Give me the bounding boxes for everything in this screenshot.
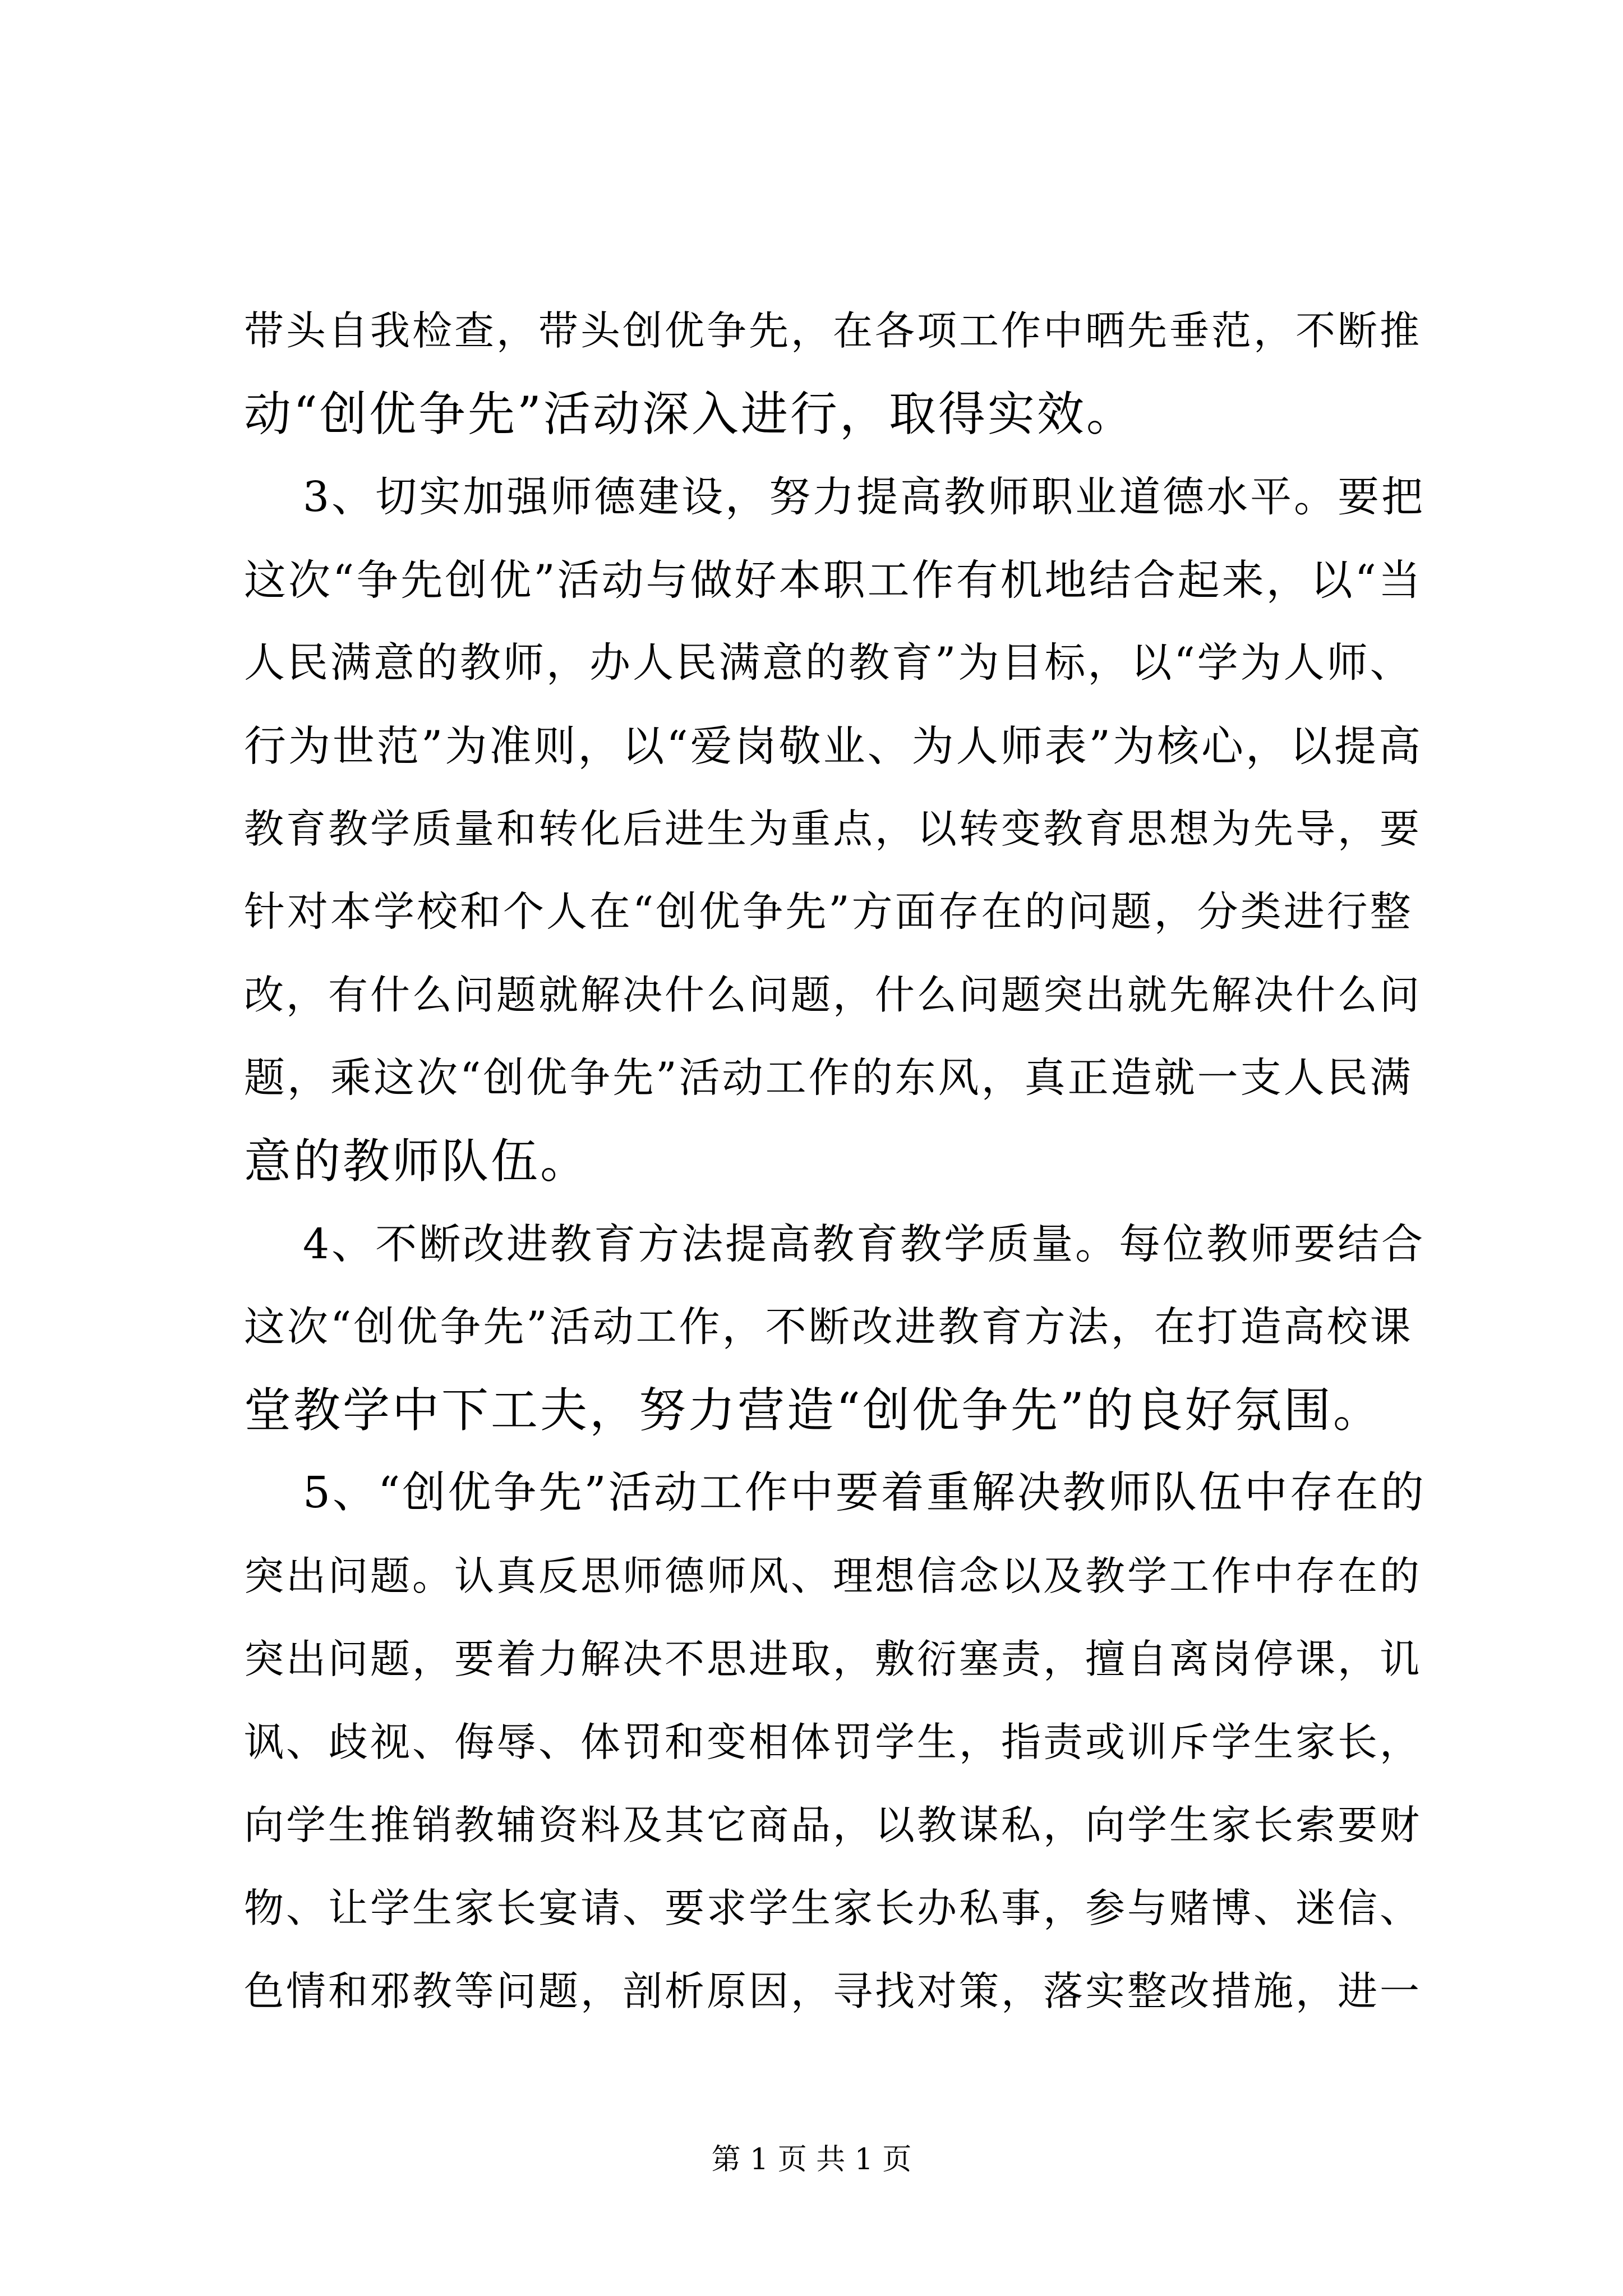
text-line: 动“创优争先”活动深入进行，取得实效。 — [244, 386, 1136, 441]
text-line: 物、让学生家长宴请、要求学生家长办私事，参与赌博、迷信、 — [244, 1885, 1422, 1931]
text-line: 向学生推销教辅资料及其它商品，以教谋私，向学生家长索要财 — [244, 1802, 1422, 1848]
text-line: 针对本学校和个人在“创优争先”方面存在的问题，分类进行整 — [244, 888, 1413, 936]
paragraph-start-line: 5、“创优争先”活动工作中要着重解决教师队伍中存在的 — [303, 1468, 1426, 1518]
paragraph-start-line: 3、切实加强师德建设，努力提高教师职业道德水平。要把 — [303, 473, 1426, 521]
text-line: 人民满意的教师，办人民满意的教育”为目标，以“学为人师、 — [244, 639, 1413, 687]
text-line: 教育教学质量和转化后进生为重点，以转变教育思想为先导，要 — [244, 806, 1422, 852]
page-footer — [0, 2140, 1623, 2179]
text-line: 突出问题，要着力解决不思进取，敷衍塞责，擅自离岗停课，讥 — [244, 1636, 1422, 1682]
text-line: 堂教学中下工夫，努力营造“创优争先”的良好氛围。 — [244, 1383, 1382, 1438]
page-number-label: 第 1 页 共 1 页 — [711, 2143, 912, 2177]
text-line: 行为世范”为准则，以“爱岗敬业、为人师表”为核心，以提高 — [244, 721, 1423, 771]
text-line: 这次“创优争先”活动工作，不断改进教育方法，在打造高校课 — [244, 1303, 1413, 1351]
text-line: 讽、歧视、侮辱、体罚和变相体罚学生，指责或训斥学生家长， — [244, 1719, 1422, 1765]
text-line: 改，有什么问题就解决什么问题，什么问题突出就先解决什么问 — [244, 972, 1422, 1018]
paragraph-start-line: 4、不断改进教育方法提高教育教学质量。每位教师要结合 — [303, 1220, 1426, 1268]
text-line: 色情和邪教等问题，剖析原因，寻找对策，落实整改措施，进一 — [244, 1968, 1422, 2014]
text-line: 突出问题。认真反思师德师风、理想信念以及教学工作中存在的 — [244, 1553, 1422, 1599]
text-line: 题，乘这次“创优争先”活动工作的东风，真正造就一支人民满 — [244, 1054, 1413, 1102]
text-line: 这次“争先创优”活动与做好本职工作有机地结合起来，以“当 — [244, 555, 1423, 605]
text-line: 意的教师队伍。 — [244, 1134, 590, 1189]
text-line: 带头自我检查，带头创优争先，在各项工作中晒先垂范，不断推 — [244, 307, 1422, 354]
